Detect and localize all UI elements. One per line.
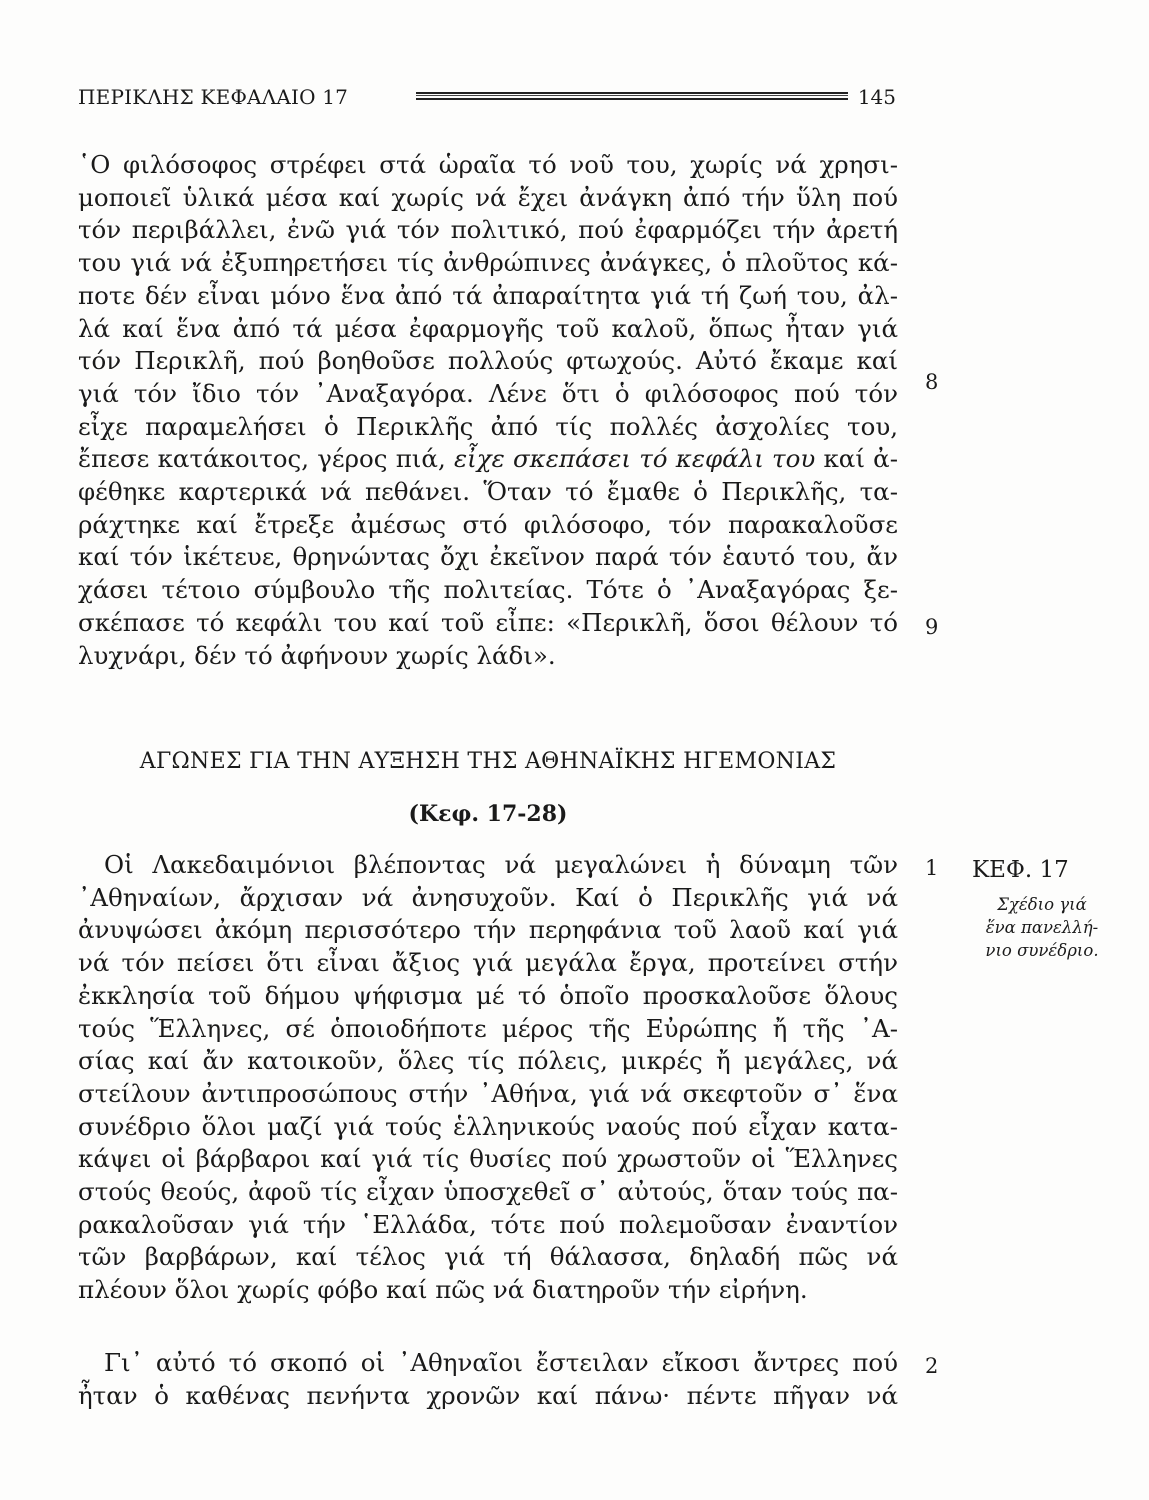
text-line: ποτε δέν εἶναι μόνο ἕνα ἀπό τά ἀπαραίτητα γιά τή ζωή του, ἀλ- — [78, 280, 898, 310]
text-line: τόν Περικλῆ, πού βοηθοῦσε πολλούς φτωχούς. Αὐτό ἔκαμε καί — [78, 346, 898, 376]
section-title: ΑΓΩΝΕΣ ΓΙΑ ΤΗΝ ΑΥΞΗΣΗ ΤΗΣ ΑΘΗΝΑΪΚΗΣ ΗΓΕΜΟΝΙΑΣ — [139, 749, 837, 774]
text-line: καί τόν ἱκέτευε, θρηνώντας ὄχι ἐκεῖνον παρά τόν ἑαυτό του, ἄν — [78, 542, 898, 572]
text-line: χάσει τέτοιο σύμβουλο τῆς πολιτείας. Τότε ὁ ᾿Αναξαγόρας ξε- — [78, 575, 898, 605]
text-run: ἔπεσε κατάκοιτος, γέρος πιά, — [78, 444, 454, 474]
text-line: ἐκκλησία τοῦ δήμου ψήφισμα μέ τό ὁποῖο προσκαλοῦσε ὅλους — [78, 980, 898, 1010]
margin-number-8: 8 — [925, 370, 939, 394]
text-line: ᾿Αθηναίων, ἄρχισαν νά ἀνησυχοῦν. Καί ὁ Περικλῆς γιά νά — [78, 882, 898, 912]
text-line: ἀνυψώσει ἀκόμη περισσότερο τήν περηφάνια τοῦ λαοῦ καί γιά — [78, 915, 898, 945]
text-line: του γιά νά ἐξυπηρετήσει τίς ἀνθρώπινες ἀνάγκες, ὁ πλοῦτος κά- — [78, 248, 898, 278]
text-line: κάψει οἱ βάρβαροι καί γιά τίς θυσίες πού χρωστοῦν οἱ Ἕλληνες — [78, 1144, 898, 1174]
text-line: φέθηκε καρτερικά νά πεθάνει. Ὅταν τό ἔμαθε ὁ Περικλῆς, τα- — [78, 477, 898, 507]
section-chapter-range: (Κεφ. 17-28) — [408, 801, 568, 827]
running-title: ΠΕΡΙΚΛΗΣ ΚΕΦΑΛΑΙΟ 17 — [78, 85, 349, 109]
text-line: συνέδριο ὅλοι μαζί γιά τούς ἑλληνικούς ναούς πού εἶχαν κατα- — [78, 1111, 898, 1141]
margin-number-1: 1 — [925, 856, 939, 880]
margin-number-9: 9 — [925, 615, 939, 639]
paragraph-athenians — [78, 1347, 898, 1412]
chapter-side-note — [972, 893, 1112, 962]
text-run: καί ἀ- — [815, 444, 898, 474]
text-line: Γι᾿ αὐτό τό σκοπό οἱ ᾿Αθηναῖοι ἔστειλαν εἴκοσι ἄντρες πού — [104, 1348, 898, 1377]
text-line: νά τόν πείσει ὅτι εἶναι ἄξιος γιά μεγάλα ἔργα, προτείνει στήν — [78, 948, 898, 978]
margin-number-2: 2 — [925, 1354, 939, 1378]
text-line: μοποιεῖ ὑλικά μέσα καί χωρίς νά ἔχει ἀνάγκη ἀπό τήν ὕλη πού — [78, 182, 898, 212]
text-line: γιά τόν ἴδιο τόν ᾿Αναξαγόρα. Λένε ὅτι ὁ φιλόσοφος πού τόν — [78, 378, 898, 408]
side-note-line: νιο συνέδριο. — [985, 941, 1099, 960]
text-line: στούς θεούς, ἀφοῦ τίς εἶχαν ὑποσχεθεῖ σ᾿ αὐτούς, ὅταν τούς πα- — [78, 1177, 898, 1207]
text-line: τόν περιβάλλει, ἐνῶ γιά τόν πολιτικό, πού ἐφαρμόζει τήν ἀρετή — [78, 215, 898, 245]
running-header — [78, 82, 896, 112]
side-note-line: Σχέδιο γιά — [997, 895, 1087, 914]
text-line: ρακαλοῦσαν γιά τήν ῾Ελλάδα, τότε πού πολεμοῦσαν ἐναντίον — [78, 1209, 898, 1239]
paragraph-lacedaemonians — [78, 849, 898, 1307]
text-line: σίας καί ἄν κατοικοῦν, ὅλες τίς πόλεις, μικρές ἤ μεγάλες, νά — [78, 1046, 898, 1076]
text-line: Οἱ Λακεδαιμόνιοι βλέποντας νά μεγαλώνει ἡ δύναμη τῶν — [104, 850, 898, 879]
text-line: εἶχε παραμελήσει ὁ Περικλῆς ἀπό τίς πολλές ἀσχολίες του, — [78, 411, 898, 441]
text-line: λυχνάρι, δέν τό ἀφήνουν χωρίς λάδι». — [78, 640, 556, 670]
paragraph-philosopher — [78, 149, 898, 672]
text-line: πλέουν ὅλοι χωρίς φόβο καί πῶς νά διατηροῦν τήν εἰρήνη. — [78, 1275, 808, 1305]
text-line: ἦταν ὁ καθένας πενήντα χρονῶν καί πάνω· πέντε πῆγαν νά — [78, 1380, 898, 1410]
text-line: ράχτηκε καί ἔτρεξε ἀμέσως στό φιλόσοφο, τόν παρακαλοῦσε — [78, 509, 898, 539]
text-line: στείλουν ἀντιπροσώπους στήν ᾿Αθήνα, γιά νά σκεφτοῦν σ᾿ ἕνα — [78, 1078, 898, 1108]
text-line: ῾Ο φιλόσοφος στρέφει στά ὡραῖα τό νοῦ του, χωρίς νά χρησι- — [78, 150, 898, 179]
text-line: τούς Ἕλληνες, σέ ὁποιοδήποτε μέρος τῆς Εὐρώπης ἤ τῆς ᾿Α- — [78, 1013, 898, 1043]
text-line: λά καί ἕνα ἀπό τά μέσα ἐφαρμογῆς τοῦ καλοῦ, ὅπως ἦταν γιά — [78, 313, 898, 343]
text-line: τῶν βαρβάρων, καί τέλος γιά τή θάλασσα, δηλαδή πῶς νά — [78, 1242, 898, 1272]
text-line: σκέπασε τό κεφάλι του καί τοῦ εἶπε: «Περικλῆ, ὅσοι θέλουν τό — [78, 607, 898, 637]
side-note-line: ἕνα πανελλή- — [985, 918, 1099, 937]
chapter-heading: ΚΕΦ. 17 — [972, 857, 1069, 883]
italic-phrase: εἶχε σκεπάσει τό κεφάλι του — [453, 444, 816, 474]
text-line-with-italic — [78, 443, 898, 476]
page-number: 145 — [857, 85, 896, 109]
header-double-rule — [416, 92, 848, 100]
